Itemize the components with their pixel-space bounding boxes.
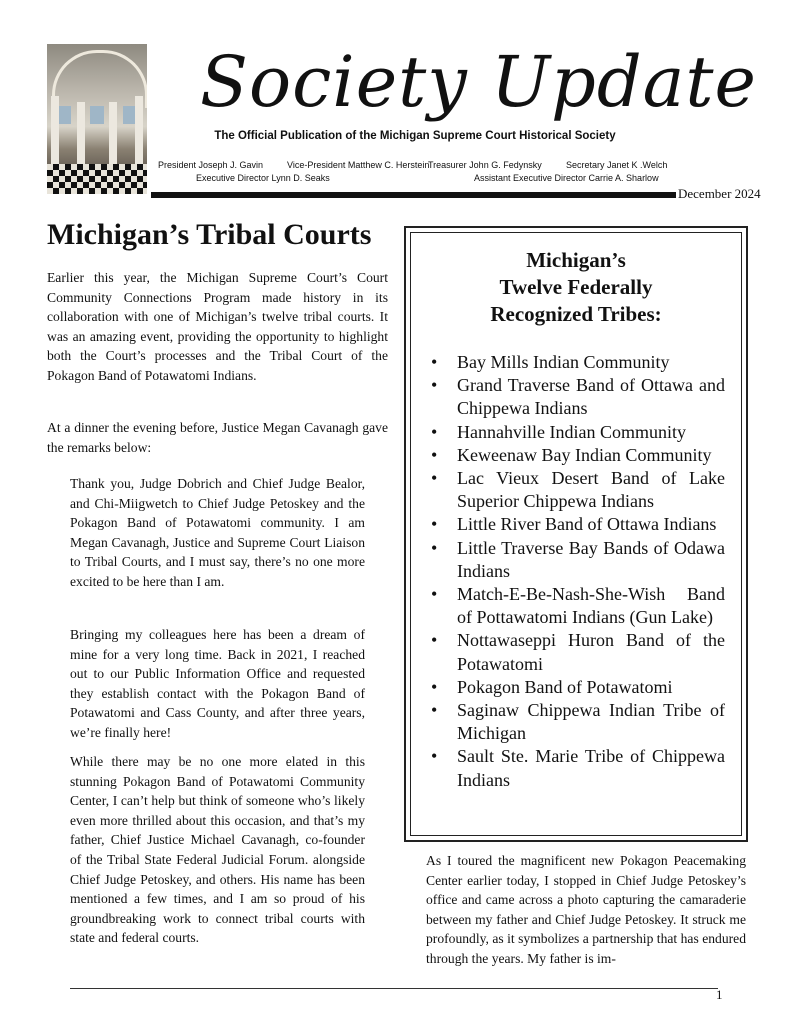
list-item: • Nottawaseppi Huron Band of the Potawatomi xyxy=(431,630,725,674)
bullet-icon: • xyxy=(431,375,438,396)
article-paragraph-2: At a dinner the evening before, Justice Megan Cavanagh gave the remarks below: xyxy=(47,420,388,455)
tribes-box-title-line-3: Recognized Tribes: xyxy=(490,302,662,326)
officer-treasurer: Treasurer John G. Fedynsky xyxy=(428,160,542,170)
bullet-icon: • xyxy=(431,584,438,605)
page-number: 1 xyxy=(716,987,723,1002)
officer-executive-director: Executive Director Lynn D. Seaks xyxy=(196,173,330,183)
bullet-icon: • xyxy=(431,352,438,372)
officer-president: President Joseph J. Gavin xyxy=(158,160,264,170)
bullet-icon: • xyxy=(431,468,438,489)
tribes-box-title xyxy=(411,247,741,328)
masthead-rule xyxy=(151,192,676,198)
tribes-box xyxy=(404,226,748,842)
bullet-icon: • xyxy=(431,630,438,651)
tribes-box-title-line-2: Twelve Federally xyxy=(499,275,653,299)
quote-paragraph-3: While there may be no one more elated in this stunning Pokagon Band of Potawatomi Community Center, I can’t help but think of someone who’s likely even more thrilled about this occasion, and that’s my father, Chief Justice Michael Cavanagh, co-founder of the Tribal State Federal Judicial Forum. alongside Chief Judge Petoskey, and others. His name has been mentioned a few times, and I am so proud of his groundbreaking work to connect tribal courts with state and federal courts. xyxy=(70,754,365,946)
tribes-box-title-line-1: Michigan’s xyxy=(526,248,626,272)
footer-rule xyxy=(70,988,718,989)
list-item: • Hannahville Indian Community xyxy=(425,421,725,444)
article-continued: As I toured the magnificent new Pokagon Peacemaking Center earlier today, I stopped in Chief Judge Petoskey’s office and came across a photo capturing the camaraderie between my father and Chief Judge Petoskey. It struck me profoundly, as it symbolizes a partnership that has endured through the years. My father is im- xyxy=(426,853,746,966)
masthead-photo xyxy=(47,44,147,194)
issue-date: December 2024 xyxy=(678,186,761,201)
list-item: • Sault Ste. Marie Tribe of Chippewa Indians xyxy=(431,746,725,790)
article-heading: Michigan’s Tribal Courts xyxy=(47,218,372,251)
list-item: • Pokagon Band of Potawatomi xyxy=(425,676,725,699)
list-item: • Grand Traverse Band of Ottawa and Chippewa Indians xyxy=(431,375,725,419)
bullet-icon: • xyxy=(431,421,438,442)
bullet-icon: • xyxy=(431,514,438,535)
newsletter-subtitle: The Official Publication of the Michigan Supreme Court Historical Society xyxy=(214,130,616,142)
list-item: • Little River Band of Ottawa Indians xyxy=(425,513,725,536)
bullet-icon: • xyxy=(431,537,438,558)
bullet-icon: • xyxy=(431,746,438,767)
officer-assistant-executive-director: Assistant Executive Director Carrie A. Sharlow xyxy=(474,173,659,183)
list-item: • Keweenaw Bay Indian Community xyxy=(425,444,725,467)
bullet-icon: • xyxy=(431,676,438,697)
list-item: • Lac Vieux Desert Band of Lake Superior Chippewa Indians xyxy=(431,468,725,512)
quote-paragraph-2: Bringing my colleagues here has been a dream of mine for a very long time. Back in 2021, I reached out to our Public Information Office and requested they establish contact with the Pokagon Band of Potawatomi and Cass County, and after three years, we’re finally here! xyxy=(70,627,365,740)
bullet-icon: • xyxy=(431,700,438,721)
article-paragraph-1: Earlier this year, the Michigan Supreme Court’s Court Community Connections Program made history in its collaboration with one of Michigan’s twelve tribal courts. It was an amazing event, providing the opportunity to highlight both the Court’s processes and the Tribal Court of the Pokagon Band of Potawatomi Indians. xyxy=(47,270,388,383)
list-item: • Little Traverse Bay Bands of Odawa Indians xyxy=(431,537,725,581)
quote-paragraph-1: Thank you, Judge Dobrich and Chief Judge Bealor, and Chi-Miigwetch to Chief Judge Petoskey and the Pokagon Band of Potawatomi community. I am Megan Cavanagh, Justice and Supreme Court Liaison to Tribal Courts, and I must say, there’s no one more excited to be here than I am. xyxy=(70,476,365,589)
newsletter-title: Society Update xyxy=(200,41,757,123)
list-item: • Bay Mills Indian Community xyxy=(425,351,725,374)
list-item: • Match-E-Be-Nash-She-Wish Band of Pottawatomi Indians (Gun Lake) xyxy=(431,584,725,628)
tribes-list xyxy=(425,351,725,792)
officer-secretary: Secretary Janet K .Welch xyxy=(566,160,668,170)
list-item: • Saginaw Chippewa Indian Tribe of Michigan xyxy=(431,700,725,744)
bullet-icon: • xyxy=(431,444,438,465)
officer-vice-president: Vice-President Matthew C. Herstein xyxy=(287,160,430,170)
